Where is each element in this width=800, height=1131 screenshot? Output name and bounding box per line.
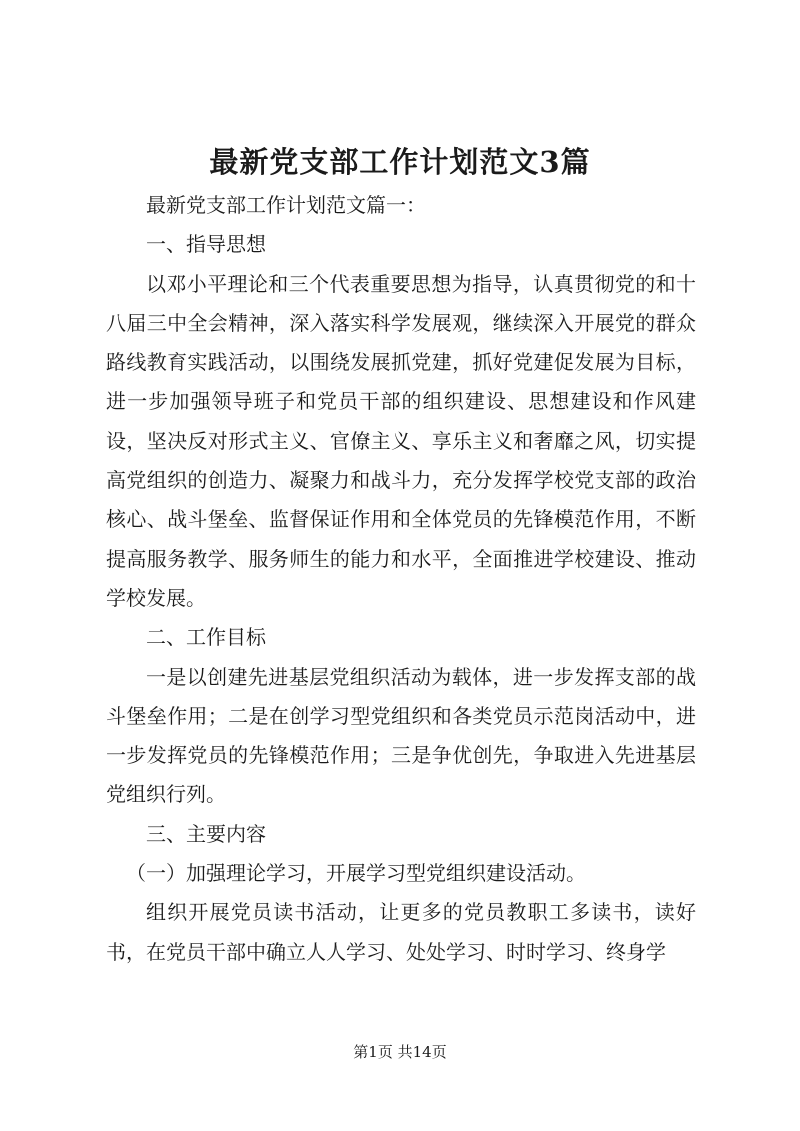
paragraph-reading-activity: 组织开展党员读书活动，让更多的党员教职工多读书，读好书，在党员干部中确立人人学习、处处学习、时时学习、终身学 xyxy=(106,900,696,964)
paragraph-guiding-thought: 以邓小平理论和三个代表重要思想为指导，认真贯彻党的和十八届三中全会精神，深入落实科学发展观，继续深入开展党的群众路线教育实践活动，以围绕发展抓党建，抓好党建促发展为目标，进一步加强领导班子和党员干部的组织建设、思想建设和作风建设，坚决反对形式主义、官僚主义、享乐主义和奢靡之风，切实提高党组织的创造力、凝聚力和战斗力，充分发挥学校党支部的政治核心、战斗堡垒、监督保证作用和全体党员的先锋模范作用，不断提高服务教学、服务师生的能力和水平，全面推进学校建设、推动学校发展。 xyxy=(106,271,696,610)
paragraph-work-goals: 一是以创建先进基层党组织活动为载体，进一步发挥支部的战斗堡垒作用；二是在创学习型党组织和各类党员示范岗活动中，进一步发挥党员的先锋模范作用；三是争优创先，争取进入先进基层党组织行列。 xyxy=(106,664,696,807)
section-heading: 最新党支部工作计划范文篇一： xyxy=(146,193,426,217)
page-footer: 第1页 共14页 xyxy=(353,1043,447,1061)
subheading-theory-study: （一）加强理论学习，开展学习型党组织建设活动。 xyxy=(126,861,586,886)
document-body xyxy=(106,186,696,972)
document-title: 最新党支部工作计划范文3篇 xyxy=(209,145,591,179)
subheading-guiding-thought: 一、指导思想 xyxy=(146,232,266,257)
subheading-main-content: 三、主要内容 xyxy=(146,821,266,846)
subheading-work-goals: 二、工作目标 xyxy=(146,625,266,650)
